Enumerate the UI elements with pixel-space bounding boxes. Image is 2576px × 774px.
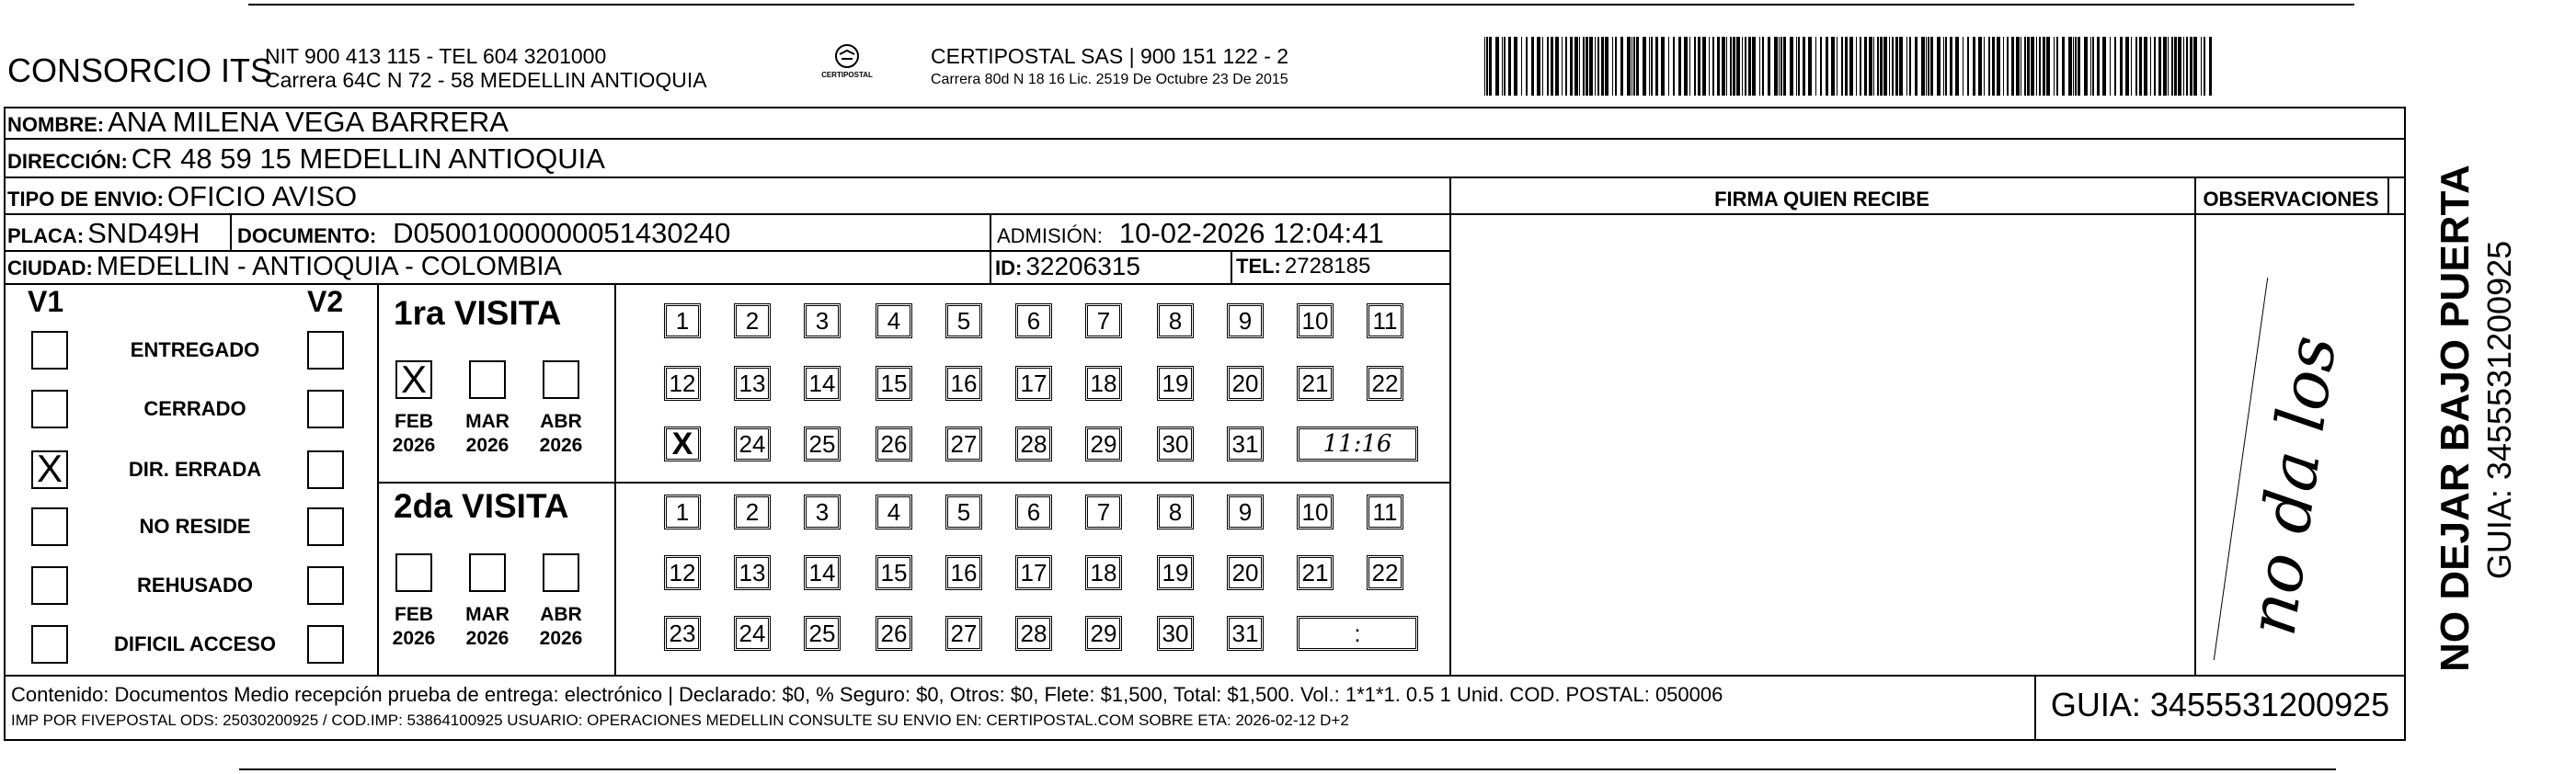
day-box[interactable]: 27: [945, 616, 982, 651]
time-box[interactable]: 11:16: [1297, 427, 1418, 461]
day-box[interactable]: 1: [664, 303, 701, 338]
day-box[interactable]: 7: [1085, 495, 1122, 529]
id-row: [995, 252, 1140, 281]
day-box[interactable]: 21: [1297, 555, 1334, 590]
ciudad-label: CIUDAD:: [7, 256, 93, 279]
tel-label: TEL:: [1236, 255, 1281, 278]
day-box[interactable]: 4: [876, 303, 912, 338]
placa-row: [7, 217, 200, 250]
month-label: MAR 2026: [465, 604, 509, 649]
day-box[interactable]: 14: [804, 555, 841, 590]
day-box[interactable]: 5: [945, 495, 982, 529]
day-box[interactable]: 9: [1227, 495, 1264, 529]
status-option-label: NO RESIDE: [139, 515, 251, 538]
day-box[interactable]: 14: [804, 366, 841, 401]
footer-print-info: IMP POR FIVEPOSTAL ODS: 25030200925 / COD.IMP: 53864100925 USUARIO: OPERACIONES MEDELLIN CONSULTE SU ENVIO EN: CERTIPOSTAL.COM SOBRE ETA: 2026-02-12 D+2: [11, 711, 1349, 729]
day-box[interactable]: 31: [1227, 427, 1264, 461]
documento-label: DOCUMENTO:: [237, 224, 377, 247]
day-box[interactable]: 6: [1015, 495, 1052, 529]
ciudad-row: [7, 252, 562, 282]
day-box[interactable]: 6: [1015, 303, 1052, 338]
logo-text: CERTIPOSTAL: [821, 71, 873, 79]
month-label: ABR 2026: [539, 604, 583, 649]
day-box[interactable]: 29: [1085, 427, 1122, 461]
v2-checkbox[interactable]: [307, 507, 344, 546]
tipo-envio-row: [7, 180, 357, 213]
id-label: ID:: [995, 256, 1023, 279]
day-box[interactable]: 29: [1085, 616, 1122, 651]
day-box[interactable]: 15: [876, 555, 912, 590]
direccion-row: [7, 142, 605, 176]
month-checkbox[interactable]: [543, 553, 579, 592]
day-box[interactable]: 8: [1157, 303, 1194, 338]
nombre-value: ANA MILENA VEGA BARRERA: [108, 106, 509, 138]
day-box[interactable]: 18: [1085, 366, 1122, 401]
second-visit-title: 2da VISITA: [394, 487, 569, 525]
nombre-label: NOMBRE:: [7, 113, 105, 136]
day-box[interactable]: 12: [664, 366, 701, 401]
v2-header: V2: [307, 285, 344, 318]
day-box[interactable]: 21: [1297, 366, 1334, 401]
certipostal-logo: [813, 42, 881, 88]
day-box[interactable]: 17: [1015, 555, 1052, 590]
day-box[interactable]: 10: [1297, 495, 1334, 529]
courier-info-line1: CERTIPOSTAL SAS | 900 151 122 - 2: [931, 44, 1289, 68]
day-box[interactable]: 26: [876, 427, 912, 461]
day-box[interactable]: 16: [945, 366, 982, 401]
day-box[interactable]: 15: [876, 366, 912, 401]
day-box[interactable]: 11: [1367, 303, 1403, 338]
month-checkbox[interactable]: [543, 360, 579, 399]
day-box[interactable]: 19: [1157, 366, 1194, 401]
day-box[interactable]: 28: [1015, 616, 1052, 651]
v1-checkbox[interactable]: [31, 447, 68, 490]
month-label: FEB 2026: [392, 604, 436, 649]
placa-value: SND49H: [87, 217, 200, 249]
footer-guia: GUIA: 3455531200925: [2050, 686, 2390, 723]
day-box[interactable]: 12: [664, 555, 701, 590]
day-box[interactable]: 8: [1157, 495, 1194, 529]
day-box[interactable]: 30: [1157, 427, 1194, 461]
day-box[interactable]: 2: [734, 495, 771, 529]
day-box[interactable]: 1: [664, 495, 701, 529]
logo-icon: [831, 42, 863, 70]
day-box[interactable]: 13: [734, 366, 771, 401]
month-check-mark: X: [400, 358, 427, 401]
month-checkbox[interactable]: [469, 360, 506, 399]
placa-label: PLACA:: [7, 224, 85, 247]
day-box[interactable]: 22: [1367, 366, 1403, 401]
direccion-value: CR 48 59 15 MEDELLIN ANTIOQUIA: [131, 142, 605, 175]
day-box[interactable]: 10: [1297, 303, 1334, 338]
day-box[interactable]: 16: [945, 555, 982, 590]
month-label: ABR 2026: [539, 411, 583, 456]
observaciones-label: OBSERVACIONES: [2203, 188, 2379, 211]
first-visit-title: 1ra VISITA: [394, 294, 562, 332]
day-box[interactable]: 20: [1227, 366, 1264, 401]
month-checkbox[interactable]: [395, 553, 432, 592]
admision-row: [997, 217, 1384, 250]
admision-value: 10-02-2026 12:04:41: [1118, 217, 1384, 249]
day-box[interactable]: 25: [804, 616, 841, 651]
status-option-label: REHUSADO: [137, 574, 253, 597]
courier-info-line2: Carrera 80d N 18 16 Lic. 2519 De Octubre 23 De 2015: [931, 72, 1288, 87]
documento-value: D05001000000051430240: [393, 217, 731, 249]
v1-checkbox[interactable]: [31, 507, 68, 546]
day-box[interactable]: 2: [734, 303, 771, 338]
firma-label: FIRMA QUIEN RECIBE: [1714, 188, 1929, 211]
status-option-label: CERRADO: [143, 397, 246, 420]
day-box[interactable]: 18: [1085, 555, 1122, 590]
month-checkbox[interactable]: [395, 360, 432, 399]
day-box[interactable]: 19: [1157, 555, 1194, 590]
month-label: MAR 2026: [465, 411, 509, 456]
direccion-label: DIRECCIÓN:: [7, 150, 128, 173]
day-box[interactable]: 22: [1367, 555, 1403, 590]
tipo-envio-label: TIPO DE ENVIO:: [7, 188, 164, 211]
status-option-label: DIR. ERRADA: [128, 458, 262, 481]
day-box[interactable]: 9: [1227, 303, 1264, 338]
day-box[interactable]: 17: [1015, 366, 1052, 401]
status-option-label: ENTREGADO: [130, 338, 260, 361]
day-box[interactable]: 7: [1085, 303, 1122, 338]
v1-check-mark: X: [36, 447, 63, 490]
v1-checkbox[interactable]: [31, 390, 68, 428]
id-value: 32206315: [1025, 252, 1140, 280]
v1-checkbox[interactable]: [31, 625, 68, 664]
nombre-row: [7, 106, 509, 139]
bottom-border: [239, 768, 2336, 770]
company-info-line2: Carrera 64C N 72 - 58 MEDELLIN ANTIOQUIA: [265, 68, 707, 92]
day-box[interactable]: 24: [734, 427, 771, 461]
v2-checkbox[interactable]: [307, 566, 344, 605]
v2-checkbox[interactable]: [307, 331, 344, 370]
day-box[interactable]: 4: [876, 495, 912, 529]
day-box[interactable]: 3: [804, 303, 841, 338]
day-box[interactable]: 30: [1157, 616, 1194, 651]
observaciones-handwriting: no da los: [2232, 331, 2352, 641]
month-checkbox[interactable]: [469, 553, 506, 592]
top-border: [248, 4, 2354, 6]
day-box[interactable]: 20: [1227, 555, 1264, 590]
footer-contents: Contenido: Documentos Medio recepción prueba de entrega: electrónico | Declarado: $0, % Seguro: $0, Otros: $0, Flete: $1,500, Total: $1,500. Vol.: 1*1*1. 0.5 1 Unid. COD. POSTAL: 050006: [11, 683, 1723, 706]
day-box[interactable]: 23: [664, 616, 701, 651]
status-option-label: DIFICIL ACCESO: [113, 632, 276, 655]
month-label: FEB 2026: [392, 411, 436, 456]
v2-checkbox[interactable]: [307, 390, 344, 428]
tel-row: [1236, 254, 1370, 279]
time-box[interactable]: :: [1297, 616, 1418, 651]
barcode: [1484, 37, 2220, 96]
v1-checkbox[interactable]: [31, 331, 68, 370]
ciudad-value: MEDELLIN - ANTIOQUIA - COLOMBIA: [96, 252, 562, 281]
day-box[interactable]: 11: [1367, 495, 1403, 529]
day-box[interactable]: X: [664, 427, 701, 461]
admision-label: ADMISIÓN:: [997, 224, 1103, 247]
day-box[interactable]: 26: [876, 616, 912, 651]
tipo-envio-value: OFICIO AVISO: [166, 180, 358, 212]
v2-checkbox[interactable]: [307, 625, 344, 664]
v2-checkbox[interactable]: [307, 450, 344, 489]
day-box[interactable]: 3: [804, 495, 841, 529]
day-box[interactable]: 28: [1015, 427, 1052, 461]
day-box[interactable]: 25: [804, 427, 841, 461]
side-notice: NO DEJAR BAJO PUERTA: [2433, 165, 2478, 672]
side-guia: GUIA: 3455531200925: [2480, 240, 2518, 580]
day-box[interactable]: 5: [945, 303, 982, 338]
day-box[interactable]: 27: [945, 427, 982, 461]
day-box[interactable]: 31: [1227, 616, 1264, 651]
documento-row: [237, 217, 730, 250]
tel-value: 2728185: [1284, 254, 1371, 279]
v1-header: V1: [28, 285, 64, 318]
day-box[interactable]: 24: [734, 616, 771, 651]
v1-checkbox[interactable]: [31, 566, 68, 605]
day-box[interactable]: 13: [734, 555, 771, 590]
company-name: CONSORCIO ITS: [7, 51, 273, 89]
company-info-line1: NIT 900 413 115 - TEL 604 3201000: [265, 44, 607, 68]
